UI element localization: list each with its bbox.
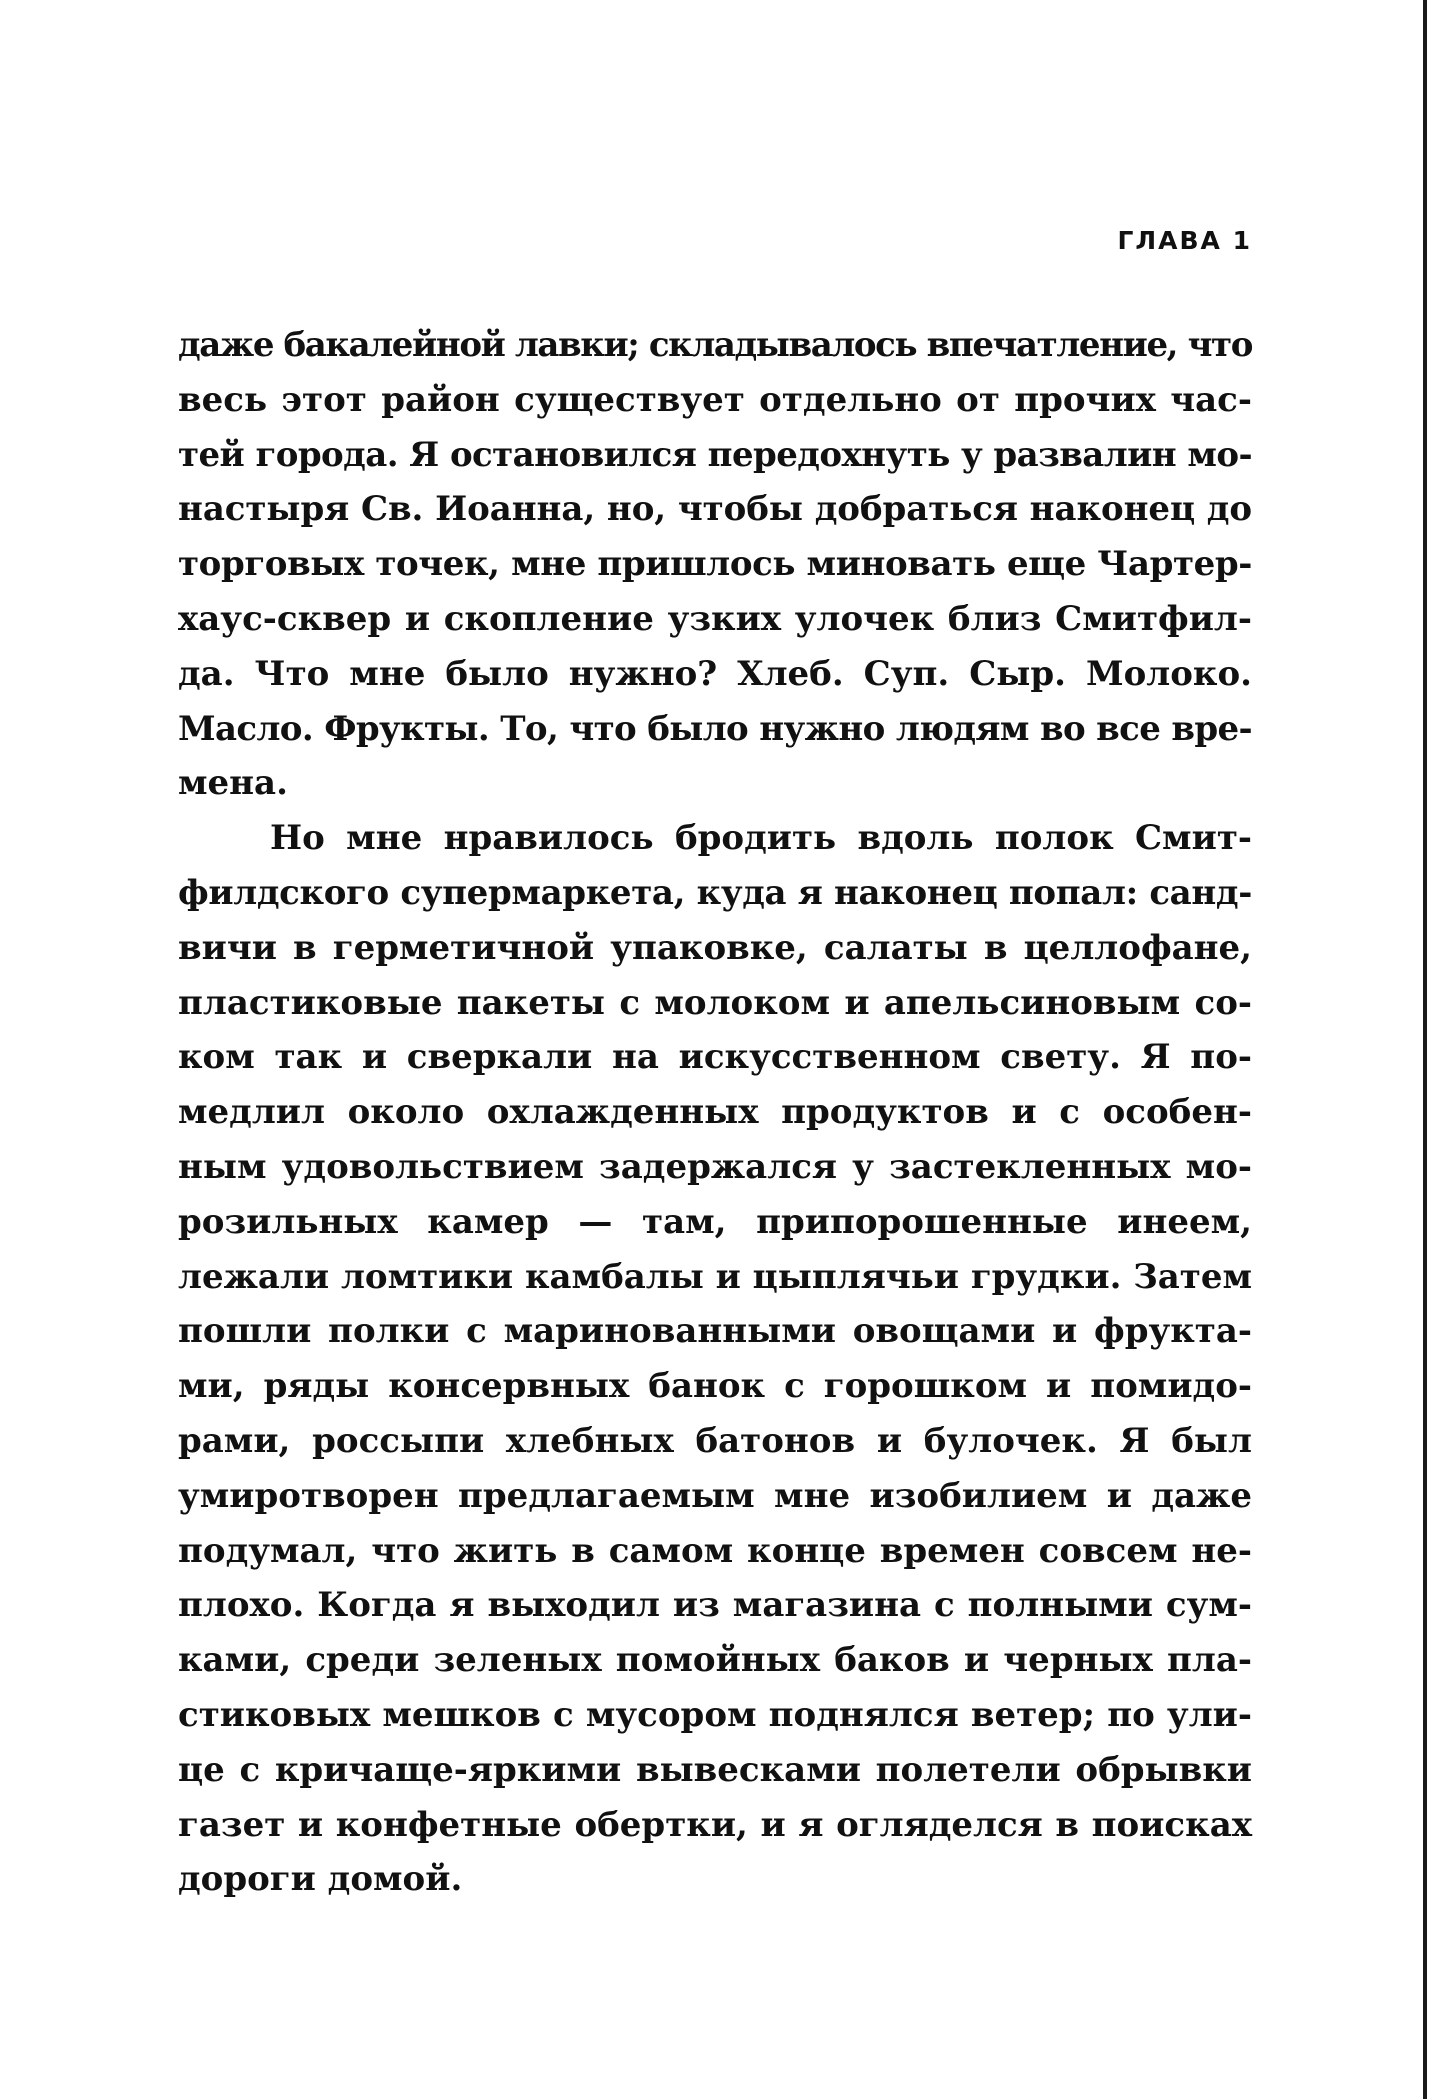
text-line: лежали ломтики камбалы и цыплячьи грудки. Затем	[178, 1256, 1252, 1297]
text-line: вичи в герметичной упаковке, салаты в целлофане,	[178, 927, 1252, 968]
text-line: це с кричаще-яркими вывесками полетели обрывки	[178, 1749, 1252, 1790]
text-line: ми, ряды консервных банок с горошком и помидо-	[178, 1366, 1252, 1407]
text-line: подумал, что жить в самом конце времен совсем не-	[178, 1530, 1252, 1571]
text-line: настыря Св. Иоанна, но, чтобы добраться наконец до	[178, 489, 1252, 530]
text-line: пластиковые пакеты с молоком и апельсиновым со-	[178, 982, 1252, 1023]
text-line: газет и конфетные обертки, и я огляделся в поисках	[178, 1804, 1252, 1845]
text-line: ком так и сверкали на искусственном свету. Я по-	[178, 1037, 1252, 1078]
paragraph	[178, 318, 1252, 811]
text-line: весь этот район существует отдельно от прочих час-	[178, 379, 1252, 420]
text-line: плохо. Когда я выходил из магазина с полными сум-	[178, 1585, 1252, 1626]
text-line: филдского супермаркета, куда я наконец попал: санд-	[178, 872, 1252, 913]
body-text	[178, 318, 1252, 1907]
text-line: розильных камер — там, припорошенные инеем,	[178, 1201, 1252, 1242]
text-line: торговых точек, мне пришлось миновать еще Чартер-	[178, 544, 1252, 585]
text-line: да. Что мне было нужно? Хлеб. Суп. Сыр. Молоко.	[178, 653, 1252, 694]
text-line: умиротворен предлагаемым мне изобилием и даже	[178, 1475, 1252, 1516]
text-line: мена.	[178, 763, 288, 804]
running-header: ГЛАВА 1	[1117, 226, 1252, 255]
text-line: Масло. Фрукты. То, что было нужно людям во все вре-	[178, 708, 1252, 749]
text-line: хаус-сквер и скопление узких улочек близ Смитфил-	[178, 598, 1252, 639]
text-line: пошли полки с маринованными овощами и фрукта-	[178, 1311, 1252, 1352]
text-line: даже бакалейной лавки; складывалось впечатление, что	[178, 325, 1253, 365]
paragraph	[178, 811, 1252, 1907]
text-line: ками, среди зеленых помойных баков и черных пла-	[178, 1640, 1252, 1681]
text-line: стиковых мешков с мусором поднялся ветер; по ули-	[178, 1694, 1252, 1735]
text-line: тей города. Я остановился передохнуть у развалин мо-	[178, 434, 1252, 475]
text-line: Но мне нравилось бродить вдоль полок Смит-	[270, 818, 1252, 859]
text-line: рами, россыпи хлебных батонов и булочек. Я был	[178, 1420, 1252, 1461]
text-line: ным удовольствием задержался у застекленных мо-	[178, 1146, 1252, 1187]
text-line: медлил около охлажденных продуктов и с особен-	[178, 1092, 1252, 1133]
text-line: дороги домой.	[178, 1859, 463, 1900]
page-edge-border	[1423, 0, 1427, 2099]
